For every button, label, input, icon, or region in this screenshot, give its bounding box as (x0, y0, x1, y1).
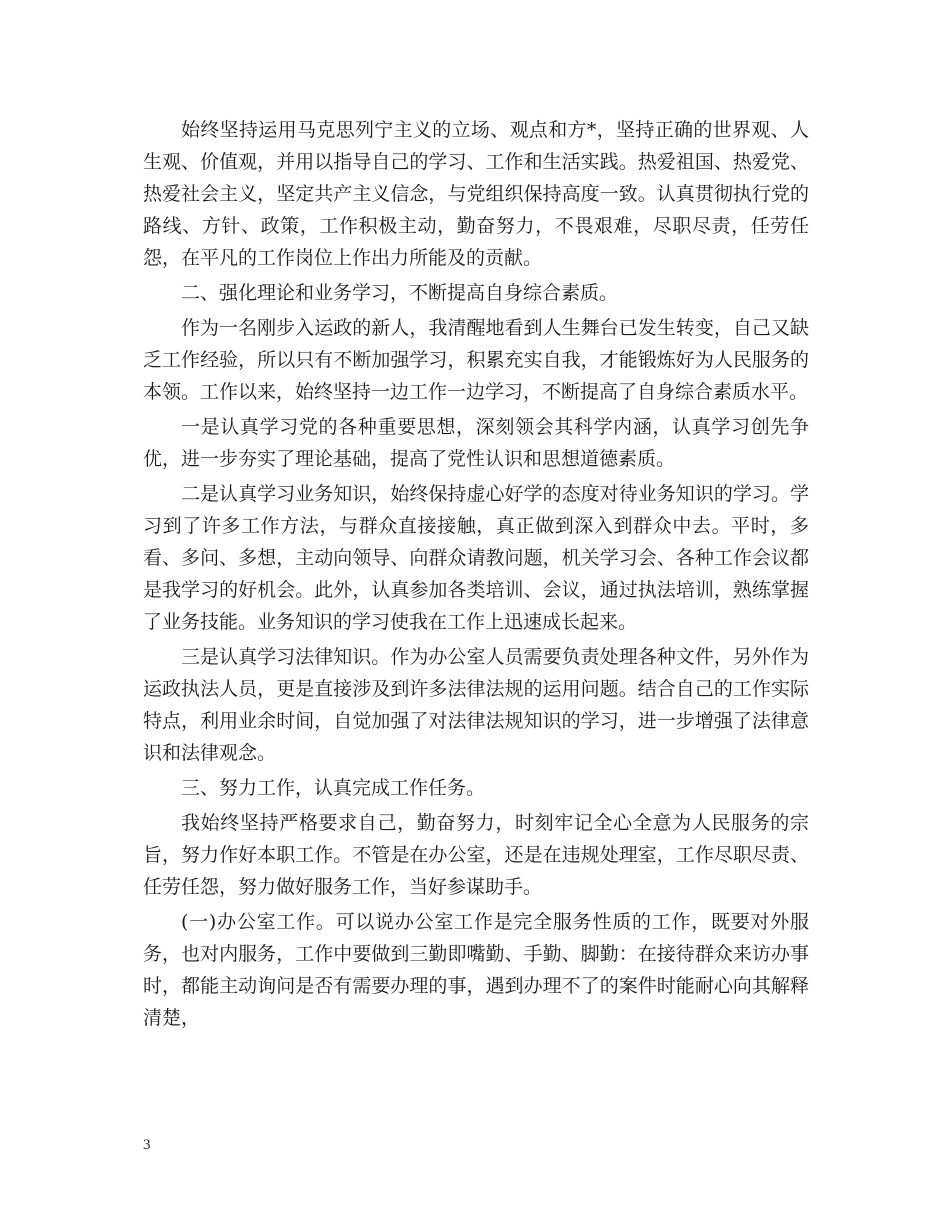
paragraph-5: 二是认真学习业务知识，始终保持虚心好学的态度对待业务知识的学习。学习到了许多工作方法，与群众直接接触，真正做到深入到群众中去。平时，多看、多问、多想，主动向领导、向群众请教问题，机关学习会、各种工作会议都是我学习的好机会。此外，认真参加各类培训、会议，通过执法培训，熟练掌握了业务技能。业务知识的学习使我在工作上迅速成长起来。 (143, 483, 809, 633)
paragraph-9: (一)办公室工作。可以说办公室工作是完全服务性质的工作，既要对外服务，也对内服务，工作中要做到三勤即嘴勤、手勤、脚勤：在接待群众来访办事时，都能主动询问是否有需要办理的事，遇到办理不了的案件时能耐心向其解释清楚， (143, 911, 809, 1029)
paragraph-8: 我始终坚持严格要求自己，勤奋努力，时刻牢记全心全意为人民服务的宗旨，努力作好本职工作。不管是在办公室，还是在违规处理室，工作尽职尽责、任劳任怨，努力做好服务工作，当好参谋助手。 (143, 812, 809, 898)
paragraph-3: 作为一名刚步入运政的新人，我清醒地看到人生舞台已发生转变，自己又缺乏工作经验，所以只有不断加强学习，积累充实自我，才能锻炼好为人民服务的本领。工作以来，始终坚持一边工作一边学习，不断提高了自身综合素质水平。 (143, 317, 809, 403)
section-heading-3: 三、努力工作，认真完成工作任务。 (181, 777, 486, 799)
document-body (143, 114, 809, 1034)
page-number: 3 (143, 1137, 151, 1153)
paragraph-6: 三是认真学习法律知识。作为办公室人员需要负责处理各种文件，另外作为运政执法人员，更是直接涉及到许多法律法规的运用问题。结合自己的工作实际特点，利用业余时间，自觉加强了对法律法规知识的学习，进一步增强了法律意识和法律观念。 (143, 646, 809, 764)
paragraph-4: 一是认真学习党的各种重要思想，深刻领会其科学内涵，认真学习创先争优，进一步夯实了理论基础，提高了党性认识和思想道德素质。 (143, 416, 809, 470)
section-heading-2: 二、强化理论和业务学习，不断提高自身综合素质。 (181, 282, 619, 304)
paragraph-1: 始终坚持运用马克思列宁主义的立场、观点和方*，坚持正确的世界观、人生观、价值观，并用以指导自己的学习、工作和生活实践。热爱祖国、热爱党、热爱社会主义，坚定共产主义信念，与党组织保持高度一致。认真贯彻执行党的路线、方针、政策，工作积极主动，勤奋努力，不畏艰难，尽职尽责，任劳任怨，在平凡的工作岗位上作出力所能及的贡献。 (143, 119, 809, 269)
